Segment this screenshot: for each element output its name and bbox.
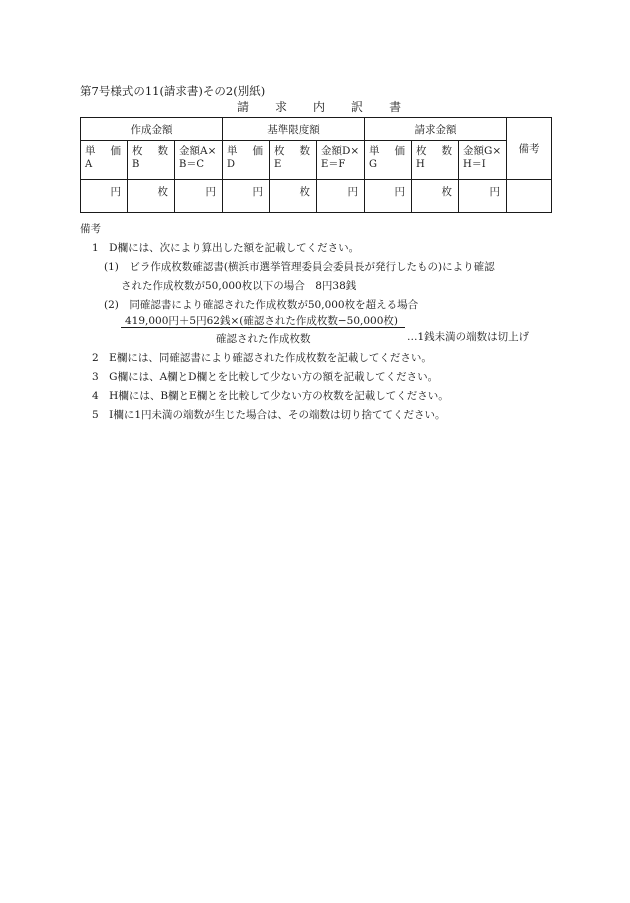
col-header-unit-price-g: 単 価 G [365, 141, 412, 180]
value-cell-f[interactable] [317, 180, 365, 213]
value-cell-g[interactable] [365, 180, 412, 213]
title-char: 求 [275, 100, 288, 114]
note-1-2: (2) 同確認書により確認された作成枚数が50,000枚を超える場合 [104, 299, 419, 311]
note-5: 5 I欄に1円未満の端数が生じた場合は、その端数は切り捨ててください。 [92, 409, 446, 421]
unit-label: 円 [110, 186, 121, 198]
unit-label: 枚 [157, 186, 168, 198]
remarks-cell[interactable] [507, 180, 552, 213]
col-header-amount-c: 金額A× B＝C [175, 141, 223, 180]
note-2: 2 E欄には、同確認書により確認された作成枚数を記載してください。 [92, 352, 432, 364]
formula-numerator: 419,000円＋5円62銭×(確認された作成枚数−50,000枚) [125, 315, 398, 327]
group-header-standard-limit: 基準限度額 [223, 118, 365, 141]
unit-label: 枚 [441, 186, 453, 198]
document-title [237, 98, 401, 115]
title-char: 訳 [351, 100, 364, 114]
value-cell-i[interactable] [459, 180, 507, 213]
col-header-amount-i: 金額G× H＝I [459, 141, 507, 180]
unit-label: 円 [252, 186, 264, 198]
unit-label: 円 [205, 186, 217, 198]
col-header-unit-price-d: 単 価 D [223, 141, 270, 180]
billing-breakdown-table [80, 117, 552, 213]
form-identifier: 第7号様式の11(請求書)その2(別紙) [80, 84, 266, 98]
formula-denominator: 確認された作成枚数 [216, 333, 311, 345]
note-1-1-line-2: された作成枚数が50,000枚以下の場合 8円38銭 [121, 280, 357, 292]
col-header-count-b: 枚 数 B [128, 141, 175, 180]
value-cell-h[interactable] [412, 180, 459, 213]
notes-heading: 備考 [80, 223, 101, 235]
note-1-1-line-1: (1) ビラ作成枚数確認書(横浜市選挙管理委員会委員長が発行したもの)により確認 [104, 261, 495, 273]
remarks-header: 備考 [507, 118, 552, 180]
col-header-unit-price-a: 単 価 A [81, 141, 128, 180]
unit-label: 円 [347, 186, 359, 198]
rounding-rule: …1銭未満の端数は切上げ [407, 331, 530, 343]
note-1: 1 D欄には、次により算出した額を記載してください。 [92, 242, 360, 254]
fraction-bar [121, 327, 405, 328]
col-header-count-e: 枚 数 E [270, 141, 317, 180]
note-4: 4 H欄には、B欄とE欄とを比較して少ない方の枚数を記載してください。 [92, 390, 449, 402]
value-cell-a[interactable] [81, 180, 128, 213]
value-cell-c[interactable] [175, 180, 223, 213]
unit-label: 円 [394, 186, 406, 198]
group-header-production-amount: 作成金額 [81, 118, 223, 141]
value-cell-b[interactable] [128, 180, 175, 213]
title-char: 内 [313, 100, 326, 114]
note-3: 3 G欄には、A欄とD欄とを比較して少ない方の額を記載してください。 [92, 371, 439, 383]
value-cell-e[interactable] [270, 180, 317, 213]
value-cell-d[interactable] [223, 180, 270, 213]
title-char: 書 [389, 100, 402, 114]
title-char: 請 [237, 100, 250, 114]
unit-label: 円 [489, 186, 501, 198]
group-header-claim-amount: 請求金額 [365, 118, 507, 141]
unit-label: 枚 [299, 186, 311, 198]
col-header-count-h: 枚 数 H [412, 141, 459, 180]
col-header-amount-f: 金額D× E＝F [317, 141, 365, 180]
